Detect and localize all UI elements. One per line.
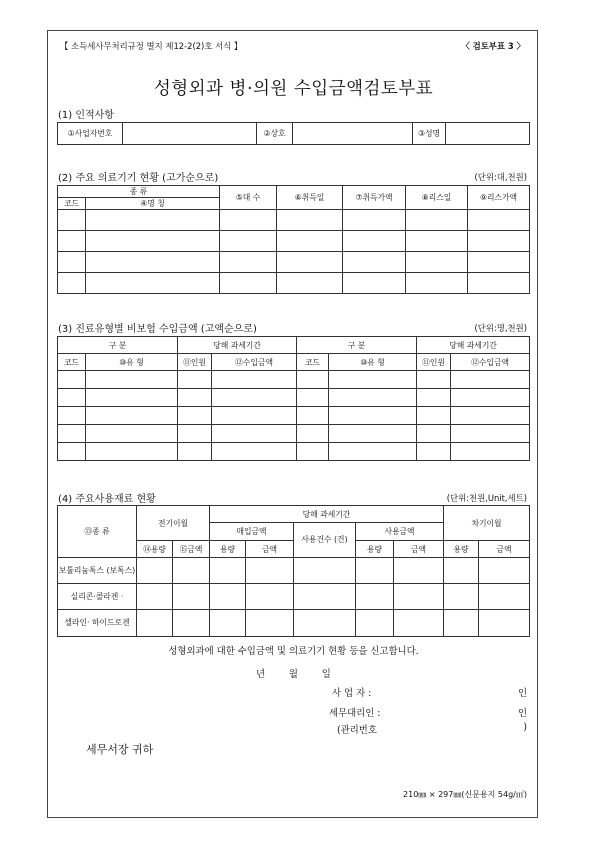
current-period-header: 당해 과세기간 (210, 506, 444, 523)
treatment-income-table (57, 336, 530, 461)
form-title: 성형외과 병·의원 수입금액검토부표 (153, 79, 434, 99)
table-row (58, 558, 530, 584)
right-income-header: ⑫수입금액 (451, 354, 530, 371)
section4-heading: (4) 주요사용재료 현황 (58, 494, 156, 505)
left-income-header: ⑫수입금액 (212, 354, 297, 371)
right-people-header: ⑪인원 (417, 354, 451, 371)
table-row (58, 210, 530, 231)
prev-carry-header: 전기이월 (137, 506, 210, 541)
purchase-amt-header: 금액 (246, 541, 294, 558)
paper-spec: 210㎜ × 297㎜(신문용지 54g/㎡) (403, 790, 527, 799)
regulation-reference: 【 소득세사무처리규정 별지 제12-2(2)호 서식 】 (60, 41, 243, 51)
operator-seal[interactable]: 인 (517, 688, 527, 699)
table-row (58, 252, 530, 273)
usage-count-header: 사용건수 (건) (294, 523, 356, 558)
right-period-header: 당해 과세기간 (417, 337, 530, 354)
table-row (58, 407, 530, 425)
purchase-header: 매입금액 (210, 523, 294, 541)
right-code-header: 코드 (297, 354, 329, 371)
table-row (58, 231, 530, 252)
next-carry-header: 차기이월 (444, 506, 530, 541)
kind-header: ⑬종 류 (58, 506, 137, 558)
next-amt-header: 금액 (479, 541, 530, 558)
section3-heading: (3) 진료유형별 비보험 수입금액 (고액순으로) (58, 324, 257, 335)
left-period-header: 당해 과세기간 (178, 337, 297, 354)
material-silicone-collagen: 실리콘·콜라겐 · (58, 584, 137, 610)
date-line: 년 월 일 (256, 669, 331, 680)
management-number-close: ) (523, 722, 527, 733)
trade-name-label: ②상호 (257, 123, 293, 145)
section1-heading: (1) 인적사항 (58, 110, 114, 121)
purchase-qty-header: 용량 (210, 541, 246, 558)
col-count: ⑤대 수 (220, 186, 277, 210)
right-category-header: 구 분 (297, 337, 417, 354)
addressee: 세무서장 귀하 (86, 743, 154, 756)
agent-label: 세무대리인 : (329, 708, 381, 719)
section2-heading: (2) 주요 의료기기 현황 (고가순으로) (58, 173, 219, 184)
prev-amt-header: ⑮금액 (173, 541, 210, 558)
material-saline-hydrogel: 셀라인· 하이드로겐 (58, 610, 137, 637)
equipment-code-header: 코드 (58, 198, 86, 210)
left-type-header: ⑩유 형 (86, 354, 178, 371)
table-row (58, 610, 530, 637)
table-row (58, 273, 530, 294)
section3-unit: (단위:명,천원) (474, 323, 527, 333)
usage-amt-header: 금액 (394, 541, 444, 558)
usage-amount-header: 사용금액 (356, 523, 444, 541)
material-botox: 보툴리눔톡스 (보톡스) (58, 558, 137, 584)
equipment-kind-header: 종 류 (58, 186, 220, 198)
next-qty-header: 용량 (444, 541, 479, 558)
form-page (47, 30, 538, 818)
col-acquired-price: ⑦취득가액 (343, 186, 406, 210)
col-acquired-date: ⑥취득일 (277, 186, 343, 210)
table-row (58, 425, 530, 443)
right-type-header: ⑩유 형 (329, 354, 417, 371)
table-row (58, 371, 530, 389)
section4-unit: (단위:천원,Unit,세트) (446, 493, 527, 503)
table-row (58, 584, 530, 610)
operator-label: 사 업 자 : (332, 688, 372, 699)
left-code-header: 코드 (58, 354, 86, 371)
trade-name-field[interactable] (293, 123, 413, 145)
business-number-field[interactable] (123, 123, 257, 145)
left-people-header: ⑪인원 (178, 354, 212, 371)
section2-unit: (단위:대,천원) (474, 172, 527, 182)
usage-qty-header: 용량 (356, 541, 394, 558)
form-code: 〈 검토부표 3 〉 (461, 41, 525, 51)
person-name-label: ③성명 (413, 123, 446, 145)
col-lease-date: ⑧리스일 (406, 186, 468, 210)
agent-seal[interactable]: 인 (517, 708, 527, 719)
materials-table (57, 505, 530, 637)
business-number-label: ①사업자번호 (58, 123, 123, 145)
medical-equipment-table (57, 185, 530, 294)
table-row (58, 389, 530, 407)
management-number-label: (관리번호 (337, 725, 377, 736)
table-row (58, 443, 530, 461)
declaration-text: 성형외과에 대한 수입금액 및 의료기기 현황 등을 신고합니다. (168, 646, 419, 657)
col-lease-price: ⑨리스가액 (468, 186, 530, 210)
person-name-field[interactable] (446, 123, 530, 145)
equipment-name-header: ④명 칭 (86, 198, 220, 210)
left-category-header: 구 분 (58, 337, 178, 354)
prev-qty-header: ⑭용량 (137, 541, 173, 558)
personal-info-table (57, 122, 530, 145)
